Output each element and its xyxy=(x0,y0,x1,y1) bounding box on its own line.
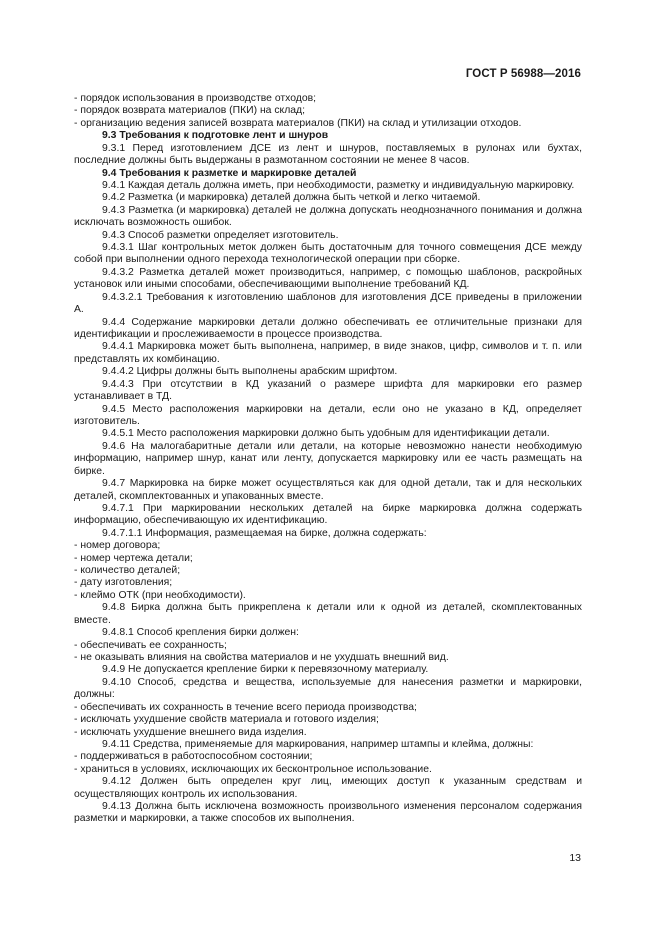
list-item: - храниться в условиях, исключающих их бесконтрольное использование. xyxy=(74,763,432,775)
paragraph: 9.4.3.2 Разметка деталей может производиться, например, с помощью шаблонов, раскройных установок или иными способами, обеспечивающими выполнение требований КД. xyxy=(74,266,582,291)
paragraph: 9.4.10 Способ, средства и вещества, используемые для нанесения разметки и маркировки, должны: xyxy=(74,676,582,701)
paragraph: 9.4.3 Способ разметки определяет изготовитель. xyxy=(102,229,339,241)
paragraph: 9.4.4.3 При отсутствии в КД указаний о размере шрифта для маркировки его размер устанавливает в ТД. xyxy=(74,378,582,403)
paragraph: 9.4.1 Каждая деталь должна иметь, при необходимости, разметку и индивидуальную маркировку. xyxy=(102,179,575,191)
paragraph: 9.4.3 Разметка (и маркировка) деталей не должна допускать неоднозначного понимания и должна исключать возможность ошибок. xyxy=(74,204,582,229)
paragraph: 9.4.9 Не допускается крепление бирки к перевязочному материалу. xyxy=(102,664,429,676)
paragraph: 9.4.5.1 Место расположения маркировки должно быть удобным для идентификации детали. xyxy=(102,428,550,440)
paragraph: 9.4.11 Средства, применяемые для маркирования, например штампы и клейма, должны: xyxy=(102,738,534,750)
list-item: - клеймо ОТК (при необходимости). xyxy=(74,589,246,601)
paragraph: 9.4.2 Разметка (и маркировка) деталей должна быть четкой и легко читаемой. xyxy=(102,192,481,204)
list-item: - номер чертежа детали; xyxy=(74,552,193,564)
list-item: - порядок использования в производстве отходов; xyxy=(74,93,317,104)
paragraph: 9.4.6 На малогабаритные детали или детали, на которые невозможно нанести необходимую информацию, например шнур, канат или ленту, допускается маркировку или ее часть размещать на бирке. xyxy=(74,440,582,477)
list-item: - обеспечивать их сохранность в течение всего периода производства; xyxy=(74,701,417,713)
section-heading: 9.4 Требования к разметке и маркировке деталей xyxy=(102,167,357,179)
section-heading: 9.3 Требования к подготовке лент и шнуров xyxy=(102,130,329,142)
list-item: - организацию ведения записей возврата материалов (ПКИ) на склад и утилизации отходов. xyxy=(74,117,522,129)
page-number: 13 xyxy=(569,852,581,864)
paragraph: 9.4.8.1 Способ крепления бирки должен: xyxy=(102,627,299,639)
paragraph: 9.4.3.2.1 Требования к изготовлению шаблонов для изготовления ДСЕ приведены в приложении А. xyxy=(74,291,582,316)
list-item: - не оказывать влияния на свойства материалов и не ухудшать внешний вид. xyxy=(74,651,449,663)
list-item: - количество деталей; xyxy=(74,565,181,577)
list-item: - порядок возврата материалов (ПКИ) на склад; xyxy=(74,105,305,117)
paragraph: 9.4.4.1 Маркировка может быть выполнена, например, в виде знаков, цифр, символов и т. п. или представлять их комбинацию. xyxy=(74,341,582,365)
paragraph: 9.4.3.1 Шаг контрольных меток должен быть достаточным для точного совмещения ДСЕ между собой при выполнении одного перехода технологической операции при сборке. xyxy=(74,242,582,266)
paragraph: 9.4.7 Маркировка на бирке может осуществляться как для одной детали, так и для нескольких деталей, скомплектованных и упакованных вместе. xyxy=(74,478,582,502)
list-item: - исключать ухудшение свойств материала и готового изделия; xyxy=(74,714,379,726)
paragraph: 9.4.4.2 Цифры должны быть выполнены арабским шрифтом. xyxy=(102,366,398,378)
paragraph: 9.4.7.1.1 Информация, размещаемая на бирке, должна содержать: xyxy=(102,527,427,539)
list-item: - номер договора; xyxy=(74,540,161,552)
list-item: - обеспечивать ее сохранность; xyxy=(74,639,227,651)
list-item: - дату изготовления; xyxy=(74,577,173,589)
paragraph: 9.3.1 Перед изготовлением ДСЕ из лент и шнуров, поставляемых в рулонах или бухтах, последние должны быть выдержаны в размотанном состоянии не менее 8 часов. xyxy=(74,142,582,167)
paragraph: 9.4.5 Место расположения маркировки на детали, если оно не указано в КД, определяет изготовитель. xyxy=(74,403,582,427)
document-body xyxy=(74,93,582,826)
paragraph: 9.4.8 Бирка должна быть прикреплена к детали или к одной из деталей, скомплектованных вместе. xyxy=(74,602,582,626)
document-header: ГОСТ Р 56988—2016 xyxy=(465,68,581,80)
list-item: - поддерживаться в работоспособном состоянии; xyxy=(74,751,313,763)
list-item: - исключать ухудшение внешнего вида изделия. xyxy=(74,726,307,738)
paragraph: 9.4.12 Должен быть определен круг лиц, имеющих доступ к указанным средствам и осуществляющих контроль их использования. xyxy=(74,776,582,800)
paragraph: 9.4.13 Должна быть исключена возможность произвольного изменения персоналом содержания разметки и маркировки, а также способов их выполнения. xyxy=(74,801,582,825)
paragraph: 9.4.4 Содержание маркировки детали должно обеспечивать ее отличительные признаки для идентификации и прослеживаемости в процессе производства. xyxy=(74,316,582,341)
paragraph: 9.4.7.1 При маркировании нескольких деталей на бирке маркировка должна содержать информацию, обеспечивающую их идентификацию. xyxy=(74,502,582,527)
